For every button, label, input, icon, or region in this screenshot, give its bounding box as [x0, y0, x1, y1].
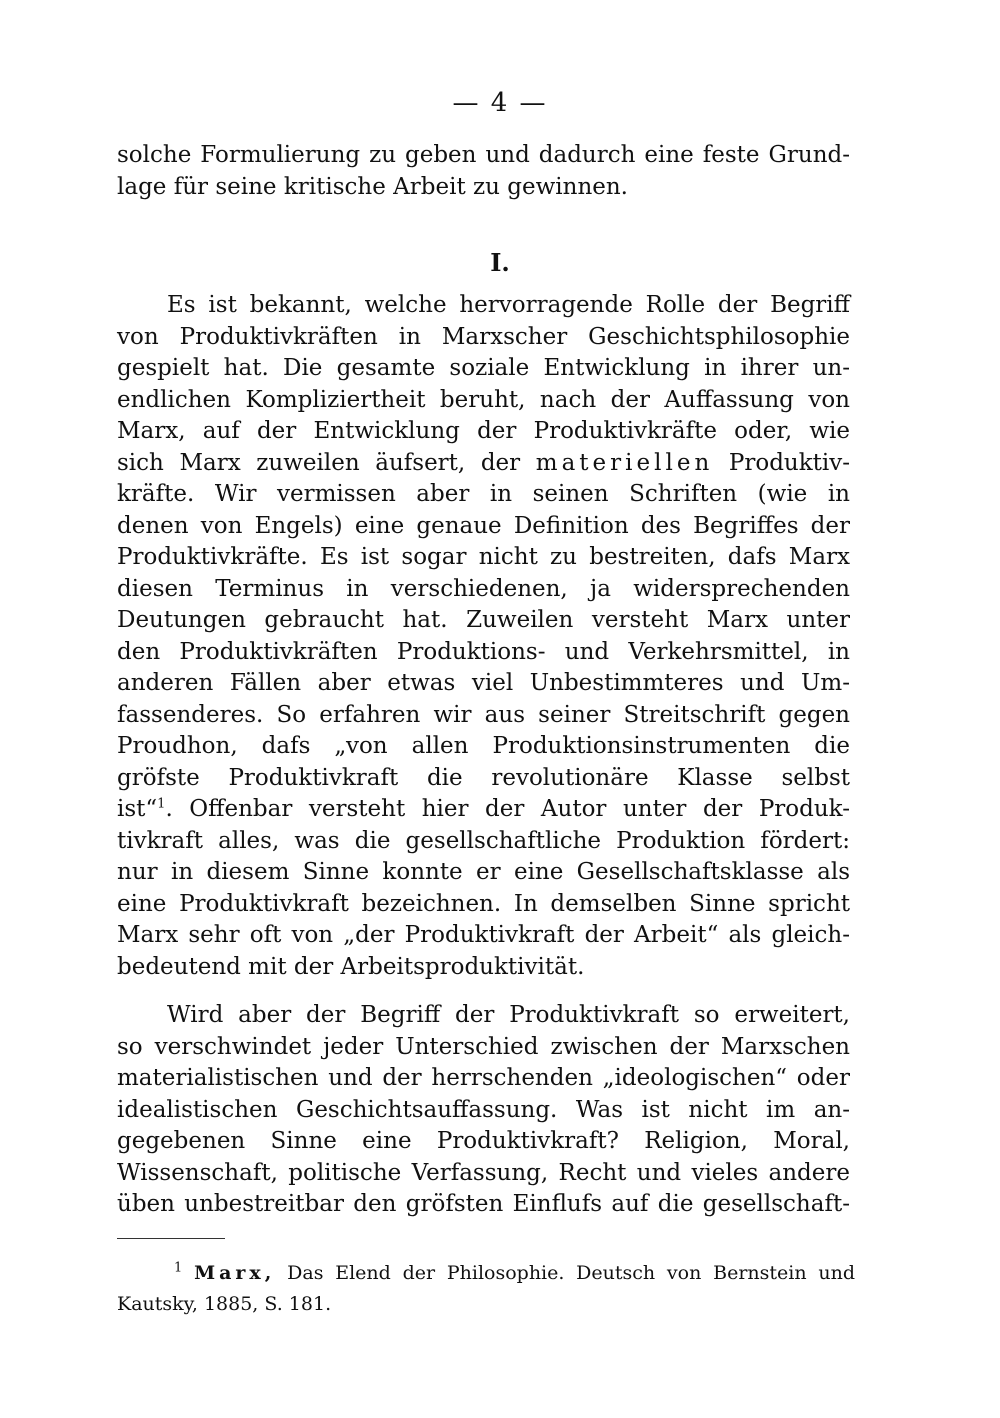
text-line: denen von Engels) eine genaue Definition des Begriffes der	[117, 512, 850, 539]
text-line	[117, 794, 850, 826]
text-line: tivkraft alles, was die gesellschaftliche Produktion fördert:	[117, 827, 850, 854]
text-line: eine Produktivkraft bezeichnen. In demselben Sinne spricht	[117, 890, 850, 917]
text-line: Wird aber der Begriff der Produktivkraft so erweitert,	[167, 1002, 850, 1028]
text-line: solche Formulierung zu geben und dadurch eine feste Grund-	[117, 142, 850, 168]
footnote-reference[interactable]: 1	[157, 796, 166, 812]
text-line: idealistischen Geschichtsauffassung. Was ist nicht im an-	[117, 1096, 850, 1123]
footnote-text: Das Elend der Philosophie. Deutsch von Bernstein und	[287, 1262, 855, 1284]
text-line: bedeutend mit der Arbeitsproduktivität.	[117, 953, 585, 980]
text-line	[117, 448, 850, 480]
paragraph-2	[117, 1000, 850, 1221]
emphasized-word: materiellen	[535, 449, 714, 476]
text-line: kräfte. Wir vermissen aber in seinen Schriften (wie in	[117, 481, 850, 507]
footnote-divider	[117, 1238, 225, 1239]
text-line: Es ist bekannt, welche hervorragende Rolle der Begriff	[167, 292, 850, 318]
text-fragment: ist“	[117, 796, 158, 822]
text-line: üben unbestreitbar den gröfsten Einflufs auf die gesellschaft-	[117, 1191, 850, 1217]
text-line: Marx, auf der Entwicklung der Produktivkräfte oder, wie	[117, 418, 850, 444]
text-line: diesen Terminus in verschiedenen, ja widersprechenden	[117, 575, 850, 602]
text-line: von Produktivkräften in Marxscher Geschichtsphilosophie	[117, 323, 850, 350]
page-number: — 4 —	[452, 88, 548, 118]
text-line: Proudhon, dafs „von allen Produktionsinstrumenten die	[117, 733, 850, 759]
footnote	[117, 1258, 855, 1320]
text-line: lage für seine kritische Arbeit zu gewinnen.	[117, 173, 628, 200]
text-fragment: . Offenbar versteht hier der Autor unter der Produk-	[165, 796, 850, 822]
footnote-author: Marx,	[194, 1262, 276, 1284]
text-line: fassenderes. So erfahren wir aus seiner Streitschrift gegen	[117, 701, 850, 728]
text-fragment: sich Marx zuweilen äufsert, der	[117, 449, 521, 476]
text-line: anderen Fällen aber etwas viel Unbestimmteres und Um-	[117, 670, 850, 696]
text-line: Wissenschaft, politische Verfassung, Recht und vieles andere	[117, 1159, 850, 1186]
text-line: materialistischen und der herrschenden „ideologischen“ oder	[117, 1065, 850, 1091]
text-line: nur in diesem Sinne konnte er eine Gesellschaftsklasse als	[117, 859, 850, 885]
text-line: den Produktivkräften Produktions- und Verkehrsmittel, in	[117, 638, 850, 665]
text-line: Produktivkräfte. Es ist sogar nicht zu bestreiten, dafs Marx	[117, 544, 850, 570]
text-line: gespielt hat. Die gesamte soziale Entwicklung in ihrer un-	[117, 355, 850, 381]
text-line: endlichen Kompliziertheit beruht, nach der Auffassung von	[117, 386, 850, 413]
intro-paragraph	[117, 140, 850, 203]
paragraph-1	[117, 290, 850, 983]
text-line: gröfste Produktivkraft die revolutionäre Klasse selbst	[117, 764, 850, 791]
text-line: Marx sehr oft von „der Produktivkraft der Arbeit“ als gleich-	[117, 922, 850, 948]
text-line: gegebenen Sinne eine Produktivkraft? Religion, Moral,	[117, 1128, 850, 1154]
footnote-line: Kautsky, 1885, S. 181.	[117, 1293, 332, 1315]
text-line: so verschwindet jeder Unterschied zwischen der Marxschen	[117, 1033, 850, 1060]
footnote-marker: 1	[174, 1260, 183, 1276]
text-line: Deutungen gebraucht hat. Zuweilen versteht Marx unter	[117, 607, 850, 633]
footnote-line	[117, 1258, 855, 1289]
section-heading: I.	[490, 248, 510, 277]
text-fragment: Produktiv-	[728, 449, 851, 476]
